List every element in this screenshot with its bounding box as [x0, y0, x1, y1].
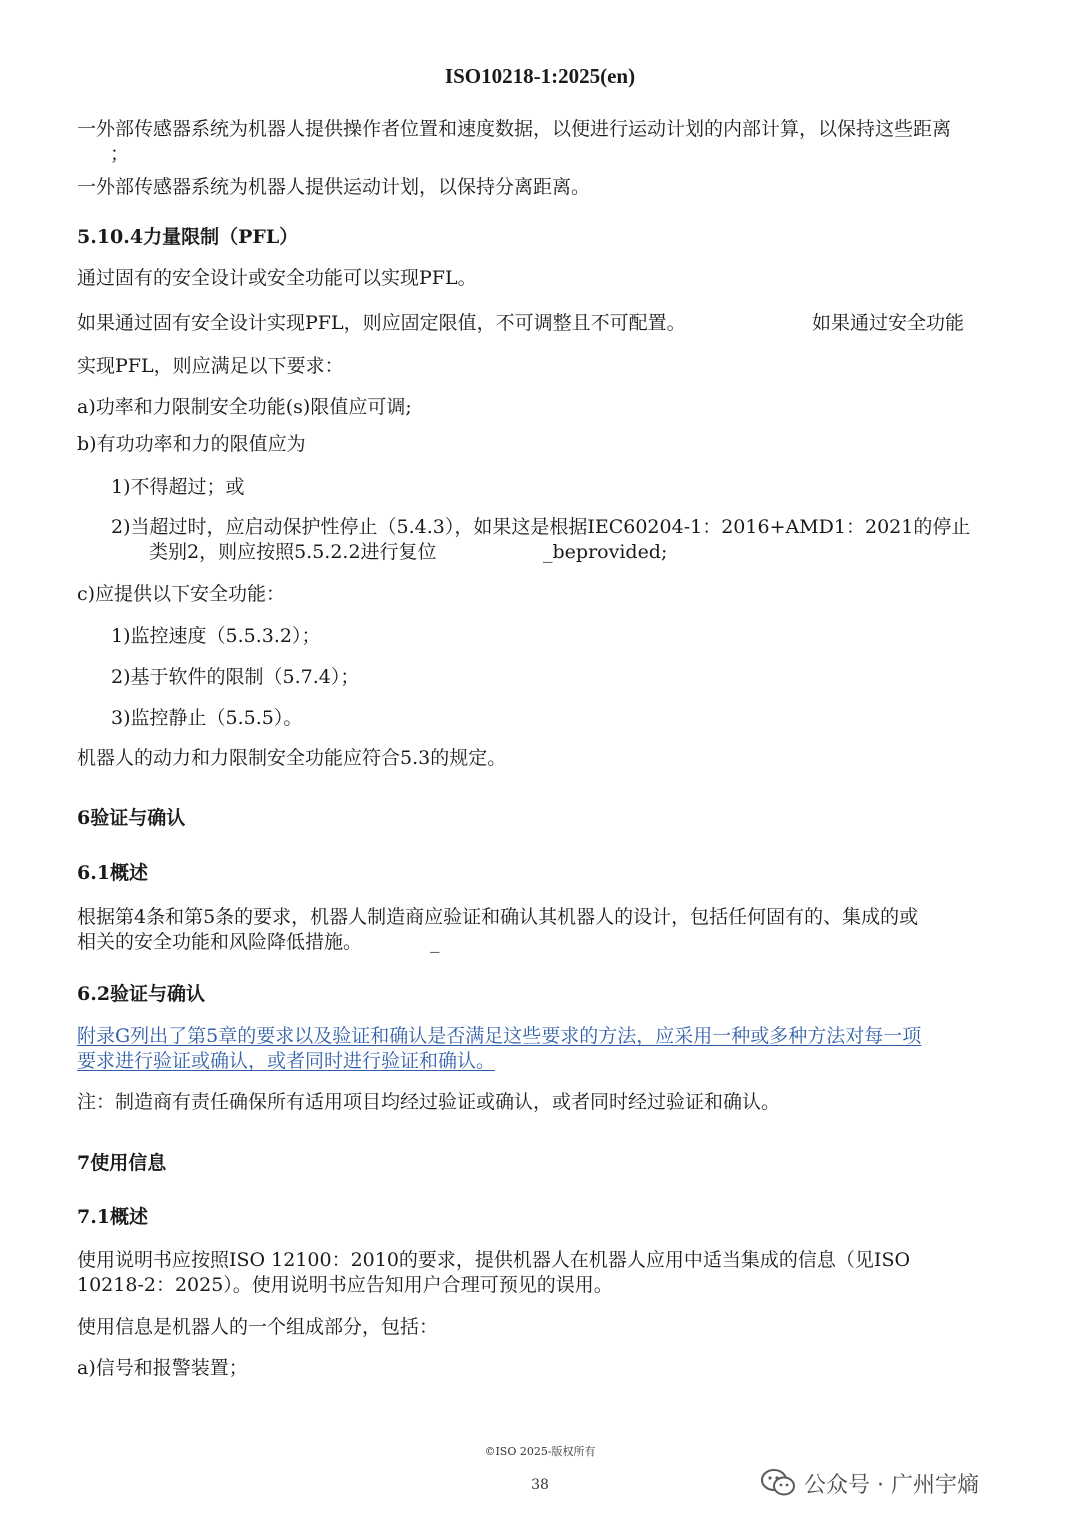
list-item-a: a)功率和力限制安全功能(s)限值应可调; [77, 396, 412, 418]
paragraph-pfl-fixed-a: 如果通过固有安全设计实现PFL，则应固定限值，不可调整且不可配置。 [77, 312, 686, 334]
paragraph-pfl-fixed-b: 如果通过安全功能 [812, 312, 965, 334]
section-heading-7-1: 7.1概述 [77, 1206, 149, 1228]
paragraph-pfl-conform: 机器人的动力和力限制安全功能应符合5.3的规定。 [77, 747, 507, 769]
list-item-b: b)有功功率和力的限值应为 [77, 433, 306, 455]
paragraph-7-1-line2: 10218-2：2025）。使用说明书应告知用户合理可预见的误用。 [77, 1274, 613, 1296]
list-item-c: c)应提供以下安全功能： [77, 583, 286, 605]
paragraph-7-1-line1: 使用说明书应按照ISO 12100：2010的要求，提供机器人在机器人应用中适当集成的信息（见ISO [77, 1249, 911, 1271]
annex-g-link-line2[interactable]: 要求进行验证或确认，或者同时进行验证和确认。 [77, 1050, 496, 1072]
section-heading-7: 7使用信息 [77, 1152, 167, 1174]
paragraph-6-1-line1: 根据第4条和第5条的要求，机器人制造商应验证和确认其机器人的设计，包括任何固有的、集成的或 [77, 906, 919, 928]
paragraph-6-1-line2: 相关的安全功能和风险降低措施。 [77, 931, 363, 953]
watermark-text: 公众号 · 广州宇熵 [804, 1472, 979, 1498]
list-item-c2: 2)基于软件的限制（5.7.4）； [111, 666, 360, 688]
section-heading-6-2: 6.2验证与确认 [77, 983, 206, 1005]
section-heading-5-10-4: 5.10.4力量限制（PFL） [77, 226, 299, 248]
page-header-title: ISO10218-1:2025(en) [444, 64, 636, 88]
paragraph-sensor-2: 一外部传感器系统为机器人提供运动计划，以保持分离距离。 [77, 176, 591, 198]
list-item-b2-tail: _beprovided; [543, 541, 668, 563]
section-heading-6: 6验证与确认 [77, 807, 186, 829]
list-item-b2: 2)当超过时，应启动保护性停止（5.4.3），如果这是根据IEC60204-1：2016+AMD1：2021的停止 [111, 516, 971, 538]
list-item-c1: 1)监控速度（5.5.3.2）； [111, 625, 321, 647]
list-item-b2-cont: 类别2，则应按照5.5.2.2进行复位 [149, 541, 437, 563]
list-item-b1: 1)不得超过；或 [111, 476, 245, 498]
footer-page-number: 38 [531, 1477, 549, 1493]
section-heading-6-1: 6.1概述 [77, 862, 149, 884]
wechat-icon [760, 1468, 796, 1498]
annex-g-link-line1[interactable]: 附录G列出了第5章的要求以及验证和确认是否满足这些要求的方法，应采用一种或多种方法对每一项 [77, 1025, 922, 1047]
paragraph-pfl-requirements: 实现PFL，则应满足以下要求： [77, 355, 344, 377]
paragraph-pfl-intro: 通过固有的安全设计或安全功能可以实现PFL。 [77, 267, 477, 289]
paragraph-sensor-1: 一外部传感器系统为机器人提供操作者位置和速度数据，以便进行运动计划的内部计算，以保持这些距离 [77, 118, 952, 140]
paragraph-sensor-1-cont: ； [110, 143, 130, 165]
paragraph-6-1-mark: _ [430, 931, 440, 953]
watermark [760, 1465, 979, 1501]
footer-copyright: ©ISO 2025-版权所有 [484, 1445, 596, 1458]
list-item-7-1-a: a)信号和报警装置； [77, 1357, 248, 1379]
list-item-c3: 3)监控静止（5.5.5）。 [111, 707, 303, 729]
paragraph-note: 注：制造商有责任确保所有适用项目均经过验证或确认，或者同时经过验证和确认。 [77, 1091, 781, 1113]
paragraph-7-1-b: 使用信息是机器人的一个组成部分，包括： [77, 1316, 439, 1338]
